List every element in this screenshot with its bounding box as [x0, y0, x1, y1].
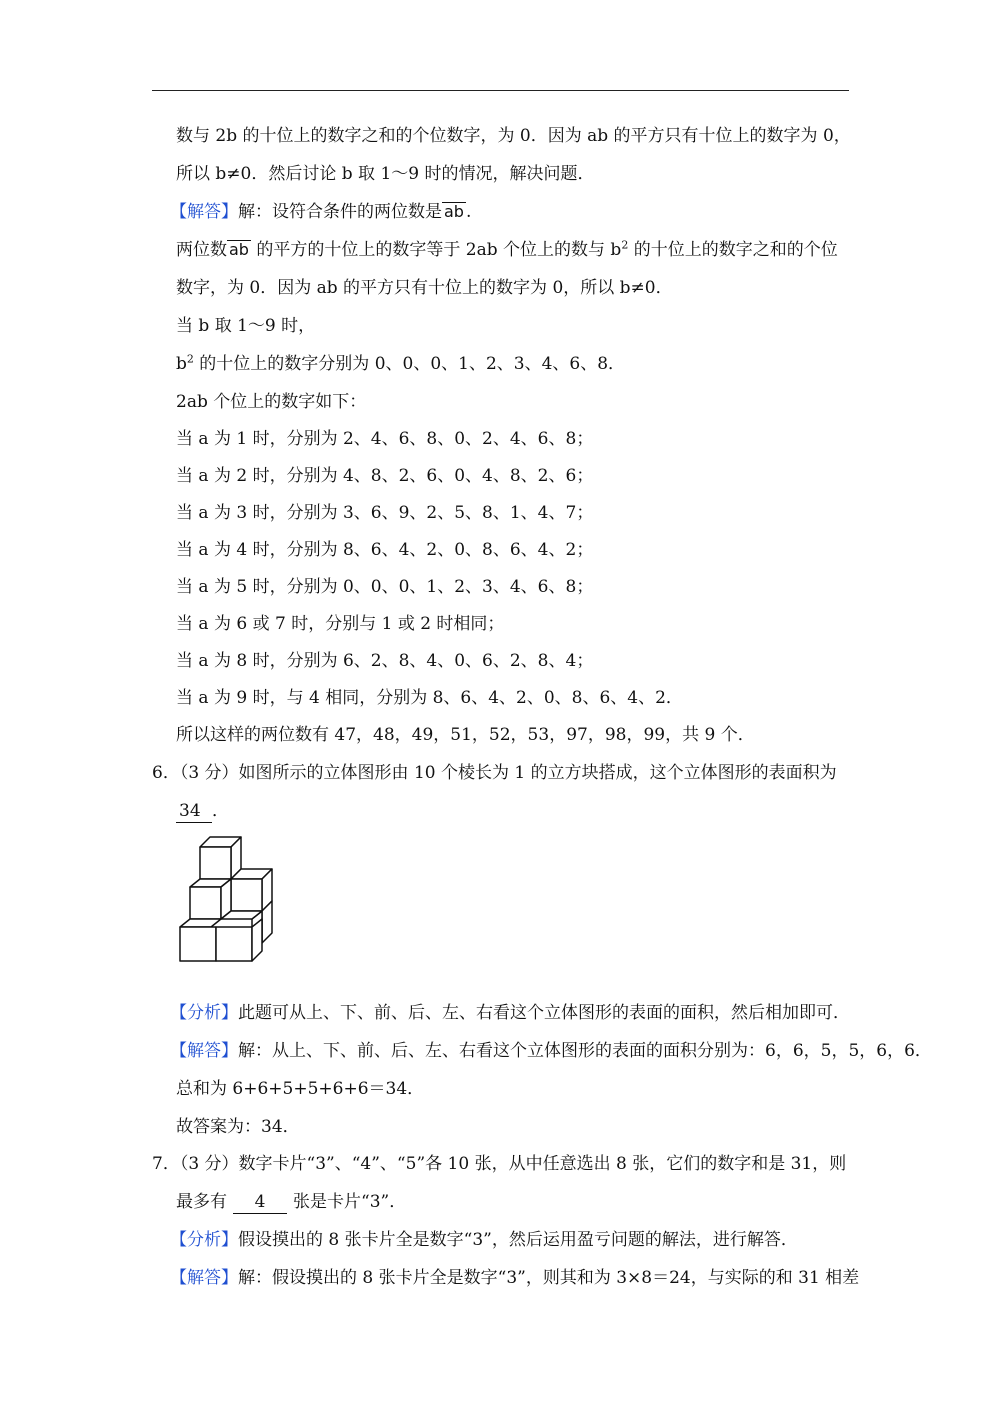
- answer-blank: 4: [233, 1191, 287, 1214]
- text-line: 数字，为 0．因为 ab 的平方只有十位上的数字为 0，所以 b≠0．: [176, 278, 673, 298]
- text-line: 当 a 为 2 时，分别为 4、8、2、6、0、4、8、2、6；: [176, 466, 594, 486]
- text-line: 所以 b≠0．然后讨论 b 取 1～9 时的情况，解决问题．: [176, 164, 595, 184]
- overline-ab: ab: [444, 202, 464, 221]
- question-6-stem: 6．（3 分）如图所示的立体图形由 10 个棱长为 1 的立方块搭成，这个立体图形的表面积为: [152, 763, 837, 783]
- cube-face: [180, 927, 216, 961]
- jieda-tag: 【解答】: [170, 1041, 238, 1061]
- text-segment: 的十位上的数字分别为 0、0、0、1、2、3、4、6、8．: [193, 354, 626, 374]
- jieda-tag: 【解答】: [170, 1268, 238, 1288]
- answer-intro-text: 解：设符合条件的两位数是: [238, 202, 442, 222]
- cube-face: [216, 927, 252, 961]
- cube-face: [231, 879, 262, 911]
- answer-line: [170, 1039, 932, 1063]
- text-line: 当 a 为 1 时，分别为 2、4、6、8、0、2、4、6、8；: [176, 429, 594, 449]
- question-6-answer-line: [176, 799, 229, 823]
- text-line: [176, 352, 625, 376]
- fenxi-tag: 【分析】: [170, 1230, 238, 1250]
- text-line: 故答案为：34．: [176, 1117, 300, 1137]
- text-segment: 张是卡片“3”．: [293, 1192, 407, 1212]
- text-line: 总和为 6+6+5+5+6+6＝34．: [176, 1079, 425, 1099]
- text-segment: 两位数: [176, 240, 227, 260]
- text-line: 当 a 为 6 或 7 时，分别与 1 或 2 时相同；: [176, 614, 505, 634]
- answer-text: 解：从上、下、前、后、左、右看这个立体图形的表面的面积分别为：6，6，5，5，6，6．: [238, 1041, 932, 1061]
- text-line: 当 a 为 8 时，分别为 6、2、8、4、0、6、2、8、4；: [176, 651, 594, 671]
- period: .: [465, 202, 472, 222]
- answer-text: 解：假设摸出的 8 张卡片全是数字“3”，则其和为 3×8＝24，与实际的和 31 相差: [238, 1268, 860, 1288]
- fenxi-tag: 【分析】: [170, 1003, 238, 1023]
- analysis-line: [170, 1228, 798, 1252]
- cube-face: [180, 919, 221, 927]
- jieda-tag: 【解答】: [170, 202, 238, 222]
- cube-face: [190, 887, 221, 919]
- text-line: 当 a 为 9 时，与 4 相同，分别为 8、6、4、2、0、8、6、4、2．: [176, 688, 683, 708]
- analysis-text: 此题可从上、下、前、后、左、右看这个立体图形的表面的面积，然后相加即可．: [238, 1003, 850, 1023]
- stacked-cubes-diagram: [176, 833, 276, 963]
- superscript-2: 2: [186, 352, 194, 366]
- overline-ab: ab: [229, 240, 249, 259]
- text-segment: 的十位上的数字之和的个位: [628, 240, 838, 260]
- question-7-answer-line: [176, 1190, 406, 1214]
- text-segment: b: [176, 354, 187, 374]
- text-line: [176, 238, 838, 262]
- text-line: 当 b 取 1～9 时，: [176, 316, 316, 336]
- question-7-stem: 7．（3 分）数字卡片“3”、“4”、“5”各 10 张，从中任意选出 8 张，它们的数字和是 31，则: [152, 1154, 847, 1174]
- header-rule: [152, 90, 849, 91]
- analysis-line: [170, 1001, 850, 1025]
- cube-figure: [176, 833, 276, 968]
- analysis-text: 假设摸出的 8 张卡片全是数字“3”，然后运用盈亏问题的解法，进行解答．: [238, 1230, 798, 1250]
- cube-face: [200, 847, 231, 879]
- text-line: 当 a 为 3 时，分别为 3、6、9、2、5、8、1、4、7；: [176, 503, 594, 523]
- text-line: 数与 2b 的十位上的数字之和的个位数字，为 0．因为 ab 的平方只有十位上的数字为 0，: [176, 126, 851, 146]
- text-line: 当 a 为 4 时，分别为 8、6、4、2、0、8、6、4、2；: [176, 540, 594, 560]
- answer-line: [170, 1266, 859, 1290]
- cube-face: [252, 919, 262, 961]
- answer-intro-line: [170, 200, 471, 224]
- text-line: 所以这样的两位数有 47，48，49，51，52，53，97，98，99，共 9 个．: [176, 725, 755, 745]
- text-segment: 最多有: [176, 1192, 227, 1212]
- period: ．: [212, 801, 229, 821]
- answer-blank: 34: [176, 800, 212, 823]
- text-segment: 的平方的十位上的数字等于 2ab 个位上的数与 b: [250, 240, 622, 260]
- text-line: 当 a 为 5 时，分别为 0、0、0、1、2、3、4、6、8；: [176, 577, 594, 597]
- superscript-2: 2: [621, 238, 629, 252]
- text-line: 2ab 个位上的数字如下：: [176, 392, 367, 412]
